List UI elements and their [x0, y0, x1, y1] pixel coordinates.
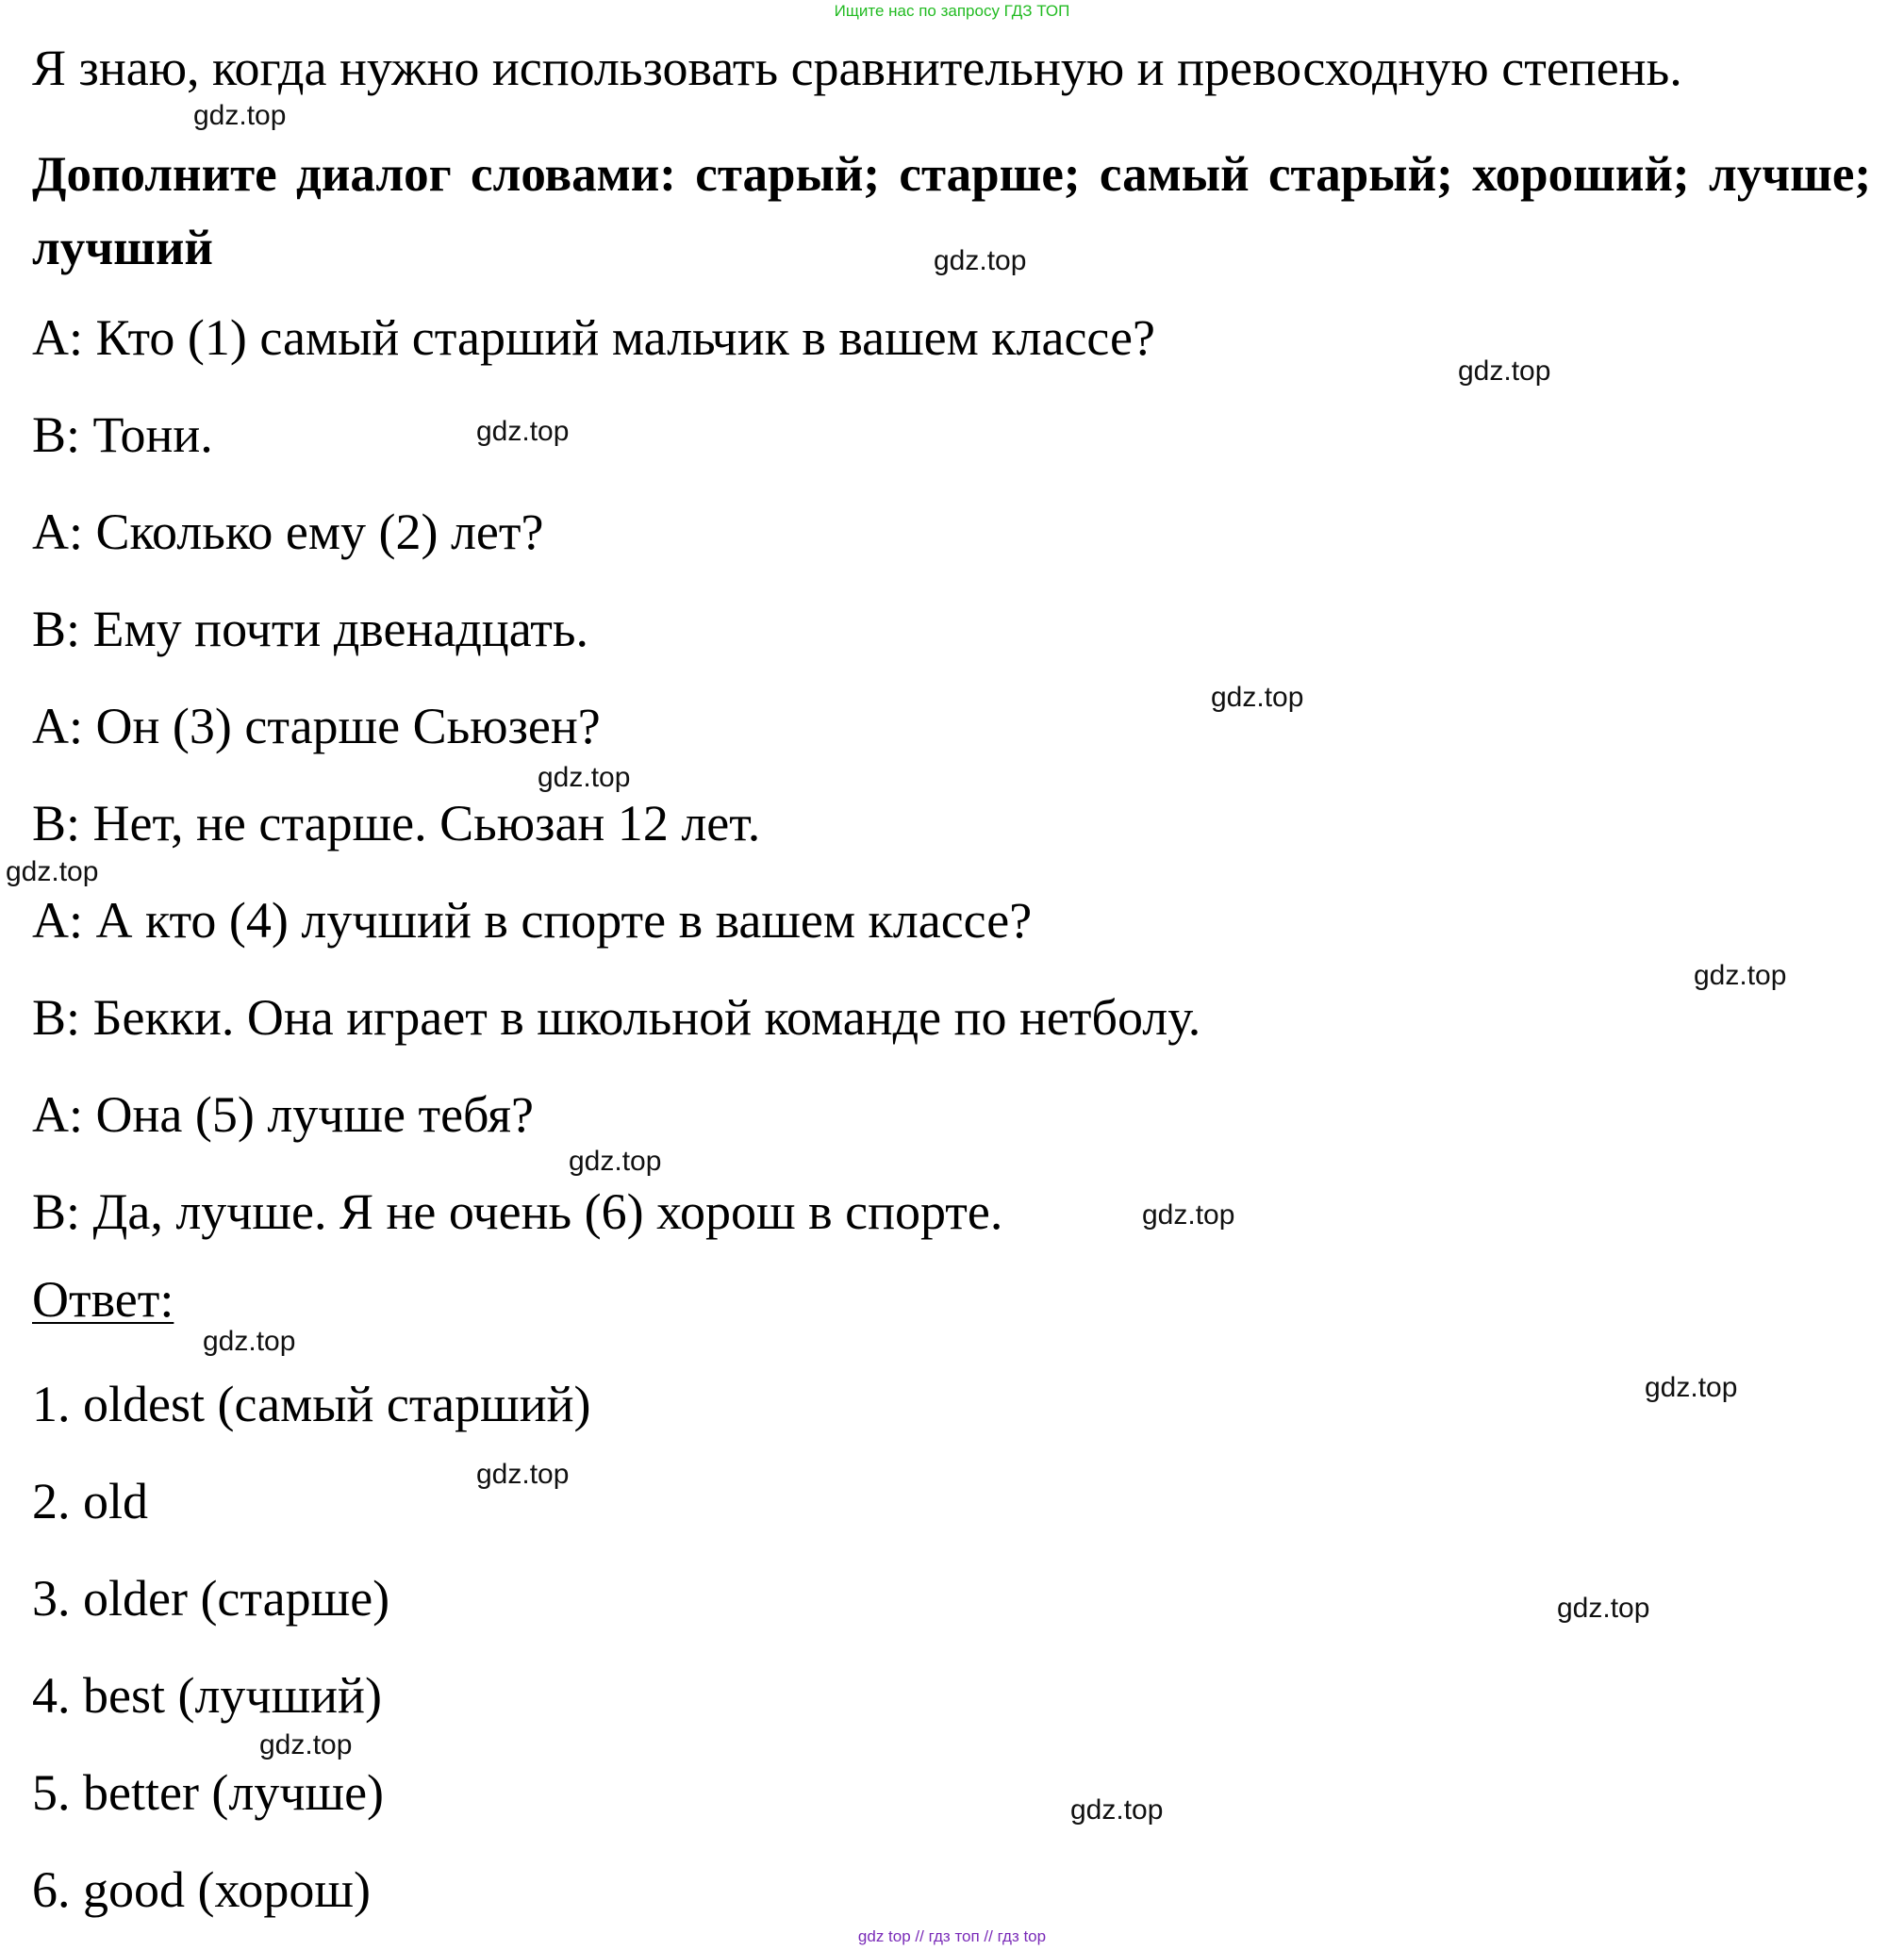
answer-5: 5. better (лучше) [32, 1764, 385, 1821]
dialogue-line-3: А: Сколько ему (2) лет? [32, 504, 544, 560]
bottom-banner: gdz top // гдз топ // гдз top [857, 1927, 1047, 1945]
watermark: gdz.top [476, 416, 570, 447]
dialogue-line-8: В: Бекки. Она играет в школьной команде по нетболу. [32, 989, 1201, 1046]
dialogue-line-4: В: Ему почти двенадцать. [32, 601, 588, 657]
dialogue-line-1: А: Кто (1) самый старший мальчик в вашем классе? [32, 309, 1155, 366]
watermark: gdz.top [1557, 1593, 1650, 1624]
intro-statement: Я знаю, когда нужно использовать сравнительную и превосходную степень. [32, 40, 1682, 96]
watermark: gdz.top [934, 245, 1027, 276]
dialogue-line-9: А: Она (5) лучше тебя? [32, 1086, 534, 1143]
answer-2: 2. old [32, 1473, 149, 1529]
watermark: gdz.top [1211, 682, 1304, 713]
dialogue-line-5: А: Он (3) старше Сьюзен? [32, 698, 601, 754]
answer-4: 4. best (лучший) [32, 1667, 382, 1724]
answer-6: 6. good (хорош) [32, 1861, 371, 1918]
watermark: gdz.top [476, 1459, 570, 1490]
task-instruction: Дополните диалог словами: старый; старше; самый старый; хороший; лучше; лучший [32, 147, 1871, 275]
answer-heading: Ответ: [32, 1271, 174, 1328]
top-banner: Ищите нас по запросу ГДЗ ТОП [834, 2, 1070, 20]
watermark: gdz.top [1694, 960, 1787, 991]
dialogue-line-6: В: Нет, не старше. Сьюзан 12 лет. [32, 795, 761, 851]
watermark: gdz.top [538, 762, 631, 793]
dialogue-line-7: А: А кто (4) лучший в спорте в вашем классе? [32, 892, 1033, 949]
watermark: gdz.top [1070, 1794, 1164, 1826]
watermark: gdz.top [193, 100, 287, 131]
watermark: gdz.top [6, 856, 99, 887]
dialogue-line-2: В: Тони. [32, 406, 213, 463]
watermark: gdz.top [1645, 1372, 1738, 1403]
watermark: gdz.top [203, 1326, 296, 1357]
watermark: gdz.top [1142, 1199, 1235, 1231]
watermark: gdz.top [259, 1729, 353, 1760]
watermark: gdz.top [1458, 355, 1551, 387]
dialogue-line-10: В: Да, лучше. Я не очень (6) хорош в спорте. [32, 1183, 1003, 1240]
answer-3: 3. older (старше) [32, 1570, 390, 1627]
watermark: gdz.top [569, 1146, 662, 1177]
answer-1: 1. oldest (самый старший) [32, 1376, 591, 1432]
